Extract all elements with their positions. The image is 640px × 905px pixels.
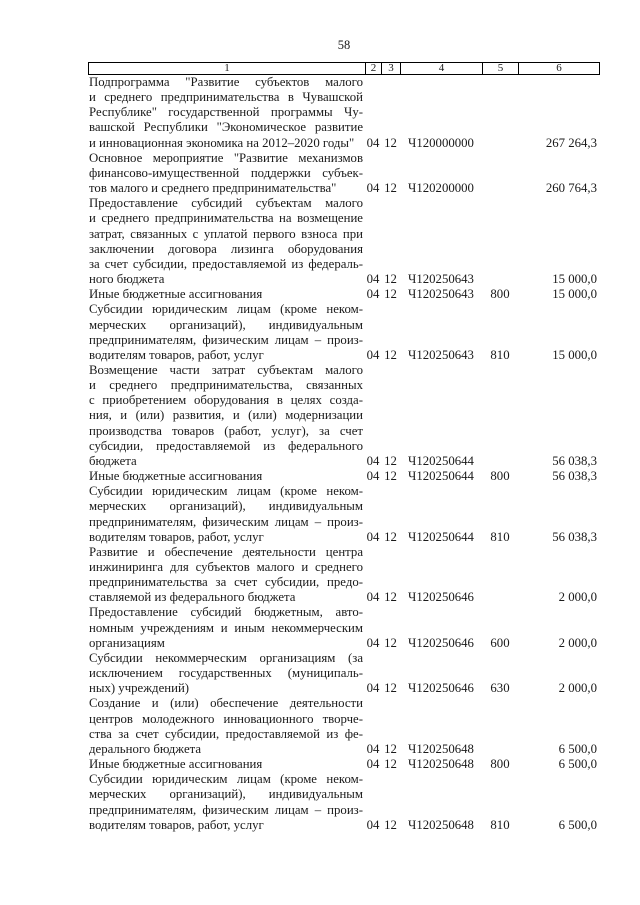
header-cell-1: 1 (88, 63, 365, 74)
row-description (88, 302, 365, 363)
description-line: ства за счет субсидии, предоставляемой из фе- (89, 726, 363, 741)
cell-expense-type: 600 (490, 635, 510, 650)
table-row (88, 484, 600, 545)
description-line: производства товаров (работ, услуг), за счет (89, 423, 363, 438)
table-row (88, 545, 600, 606)
description-line: предпринимательства за счет субсидии, предо- (89, 575, 363, 590)
cell-expense-type: 800 (490, 757, 510, 772)
cell-amount: 15 000,0 (552, 347, 597, 362)
cell-amount: 6 500,0 (558, 741, 597, 756)
header-cell-3: 3 (381, 63, 400, 74)
cell-target-article: Ч120250646 (408, 635, 474, 650)
row-description (88, 75, 365, 151)
page-number: 58 (337, 38, 351, 52)
description-line: Создание и (или) обеспечение деятельности (89, 696, 363, 711)
description-line: Иные бюджетные ассигнования (89, 287, 263, 302)
cell-amount: 6 500,0 (558, 757, 597, 772)
cell-subsection: 12 (384, 590, 397, 605)
description-line: Иные бюджетные ассигнования (89, 757, 263, 772)
description-line: предпринимателям, физическим лицам – произ- (89, 332, 363, 347)
row-description (88, 651, 365, 696)
cell-subsection: 12 (384, 741, 397, 756)
cell-expense-type (482, 590, 518, 605)
description-line: и среднего предпринимательства в Чувашской (89, 90, 363, 105)
row-description (88, 545, 365, 606)
description-line: исключением государственных (муниципаль- (89, 666, 363, 681)
description-line: ных) учреждений) (89, 681, 190, 696)
description-line: ставляемой из федерального бюджета (89, 590, 296, 605)
description-line: субсидии, предоставляемой из федерального (89, 438, 363, 453)
cell-section: 04 (366, 817, 380, 832)
cell-section: 04 (366, 590, 380, 605)
description-line: вашской Республики "Экономическое развитие (89, 120, 363, 135)
cell-subsection: 12 (384, 347, 397, 362)
cell-target-article: Ч120250644 (408, 469, 474, 484)
cell-amount: 15 000,0 (552, 287, 597, 302)
cell-amount: 15 000,0 (552, 272, 597, 287)
description-line: организациям (89, 635, 165, 650)
description-line: тов малого и среднего предпринимательства" (89, 181, 337, 196)
cell-expense-type (482, 181, 518, 196)
cell-amount: 56 038,3 (552, 529, 597, 544)
cell-target-article: Ч120250648 (408, 817, 474, 832)
cell-subsection: 12 (384, 272, 397, 287)
cell-subsection: 12 (384, 757, 397, 772)
table-row (88, 196, 600, 287)
row-description (88, 469, 365, 484)
cell-section: 04 (366, 181, 380, 196)
cell-section: 04 (366, 347, 380, 362)
cell-section: 04 (366, 529, 380, 544)
description-line: и инновационная экономика на 2012–2020 годы" (89, 135, 355, 150)
cell-target-article: Ч120250644 (408, 453, 474, 468)
cell-amount: 2 000,0 (558, 590, 597, 605)
cell-amount: 260 764,3 (545, 181, 597, 196)
description-line: бюджета (89, 453, 137, 468)
description-line: Возмещение части затрат субъектам малого (89, 362, 363, 377)
description-line: водителям товаров, работ, услуг (89, 817, 264, 832)
table-row (88, 605, 600, 650)
cell-subsection: 12 (384, 635, 397, 650)
cell-subsection: 12 (384, 453, 397, 468)
cell-expense-type: 630 (490, 681, 510, 696)
header-cell-2: 2 (365, 63, 381, 74)
budget-table (88, 62, 600, 833)
cell-target-article: Ч120000000 (408, 135, 474, 150)
cell-expense-type: 800 (490, 287, 510, 302)
description-line: с приобретением оборудования в целях созда- (89, 393, 363, 408)
cell-expense-type (482, 272, 518, 287)
table-row (88, 75, 600, 151)
row-description (88, 757, 365, 772)
description-line: дерального бюджета (89, 741, 202, 756)
description-line: центров молодежного инновационного творче- (89, 711, 363, 726)
cell-subsection: 12 (384, 287, 397, 302)
cell-target-article: Ч120250648 (408, 757, 474, 772)
row-description (88, 484, 365, 545)
description-line: водителям товаров, работ, услуг (89, 347, 264, 362)
cell-target-article: Ч120250643 (408, 287, 474, 302)
cell-section: 04 (366, 635, 380, 650)
row-description (88, 772, 365, 833)
description-line: Предоставление субсидий субъектам малого (89, 196, 363, 211)
header-cell-6: 6 (518, 63, 600, 74)
table-row (88, 757, 600, 772)
cell-target-article: Ч120250643 (408, 347, 474, 362)
cell-target-article: Ч120250643 (408, 272, 474, 287)
description-line: Предоставление субсидий бюджетным, авто- (89, 605, 363, 620)
cell-target-article: Ч120200000 (408, 181, 474, 196)
cell-target-article: Ч120250648 (408, 741, 474, 756)
cell-expense-type: 810 (490, 817, 510, 832)
description-line: мерческих организаций), индивидуальным (89, 499, 363, 514)
cell-expense-type: 810 (490, 529, 510, 544)
description-line: Развитие и обеспечение деятельности центра (89, 544, 363, 559)
description-line: инжиниринга для субъектов малого и среднего (89, 560, 363, 574)
row-description (88, 287, 365, 302)
cell-subsection: 12 (384, 681, 397, 696)
description-line: Субсидии юридическим лицам (кроме неком- (89, 302, 363, 317)
description-line: мерческих организаций), индивидуальным (89, 787, 363, 802)
cell-target-article: Ч120250644 (408, 529, 474, 544)
table-row (88, 363, 600, 469)
row-description (88, 605, 365, 650)
cell-subsection: 12 (384, 817, 397, 832)
table-row (88, 772, 600, 833)
description-line: Иные бюджетные ассигнования (89, 469, 263, 484)
cell-expense-type: 800 (490, 469, 510, 484)
cell-subsection: 12 (384, 529, 397, 544)
description-line: мерческих организаций), индивидуальным (89, 317, 363, 332)
row-description (88, 196, 365, 287)
row-description (88, 363, 365, 469)
table-row (88, 469, 600, 484)
cell-expense-type (482, 742, 518, 757)
description-line: Республике" государственной программы Чу- (89, 105, 363, 120)
cell-subsection: 12 (384, 469, 397, 484)
table-row (88, 696, 600, 757)
cell-amount: 56 038,3 (552, 469, 597, 484)
description-line: предпринимателям, физическим лицам – произ- (89, 514, 363, 529)
description-line: водителям товаров, работ, услуг (89, 529, 264, 544)
description-line: Субсидии некоммерческим организациям (за (89, 650, 363, 665)
description-line: Субсидии юридическим лицам (кроме неком- (89, 772, 363, 787)
description-line: финансово-имущественной поддержки субъек- (89, 165, 363, 180)
cell-section: 04 (366, 681, 380, 696)
cell-expense-type: 810 (490, 347, 510, 362)
description-line: ного бюджета (89, 272, 165, 287)
row-description (88, 696, 365, 757)
description-line: за счет субсидии, предоставляемой из федераль- (89, 256, 363, 271)
cell-amount: 2 000,0 (558, 635, 597, 650)
cell-section: 04 (366, 272, 380, 287)
table-header (88, 62, 600, 75)
table-row (88, 302, 600, 363)
cell-amount: 267 264,3 (545, 135, 597, 150)
cell-target-article: Ч120250646 (408, 590, 474, 605)
description-line: Субсидии юридическим лицам (кроме неком- (89, 484, 363, 499)
row-description (88, 151, 365, 196)
description-line: номным учреждениям и иным некоммерческим (89, 620, 363, 635)
cell-section: 04 (366, 453, 380, 468)
table-row (88, 651, 600, 696)
cell-section: 04 (366, 741, 380, 756)
cell-subsection: 12 (384, 181, 397, 196)
cell-amount: 56 038,3 (552, 453, 597, 468)
cell-section: 04 (366, 757, 380, 772)
cell-section: 04 (366, 135, 380, 150)
description-line: Основное мероприятие "Развитие механизмов (89, 150, 363, 165)
description-line: затрат, связанных с уплатой первого взноса при (89, 226, 363, 241)
description-line: и среднего предпринимательства, связанных (89, 378, 363, 393)
cell-subsection: 12 (384, 135, 397, 150)
cell-amount: 2 000,0 (558, 681, 597, 696)
table-row (88, 287, 600, 302)
cell-section: 04 (366, 287, 380, 302)
description-line: Подпрограмма "Развитие субъектов малого (89, 75, 363, 89)
cell-amount: 6 500,0 (558, 817, 597, 832)
description-line: заключении договора лизинга оборудования (89, 241, 363, 256)
description-line: и среднего предпринимательства на возмещение (89, 211, 363, 226)
cell-expense-type (482, 454, 518, 469)
cell-target-article: Ч120250646 (408, 681, 474, 696)
description-line: ния, и (или) развития, и (или) модернизации (89, 408, 363, 423)
cell-section: 04 (366, 469, 380, 484)
table-row (88, 151, 600, 196)
cell-expense-type (482, 136, 518, 151)
header-cell-4: 4 (400, 63, 482, 74)
header-cell-5: 5 (482, 63, 518, 74)
description-line: предпринимателям, физическим лицам – произ- (89, 802, 363, 817)
